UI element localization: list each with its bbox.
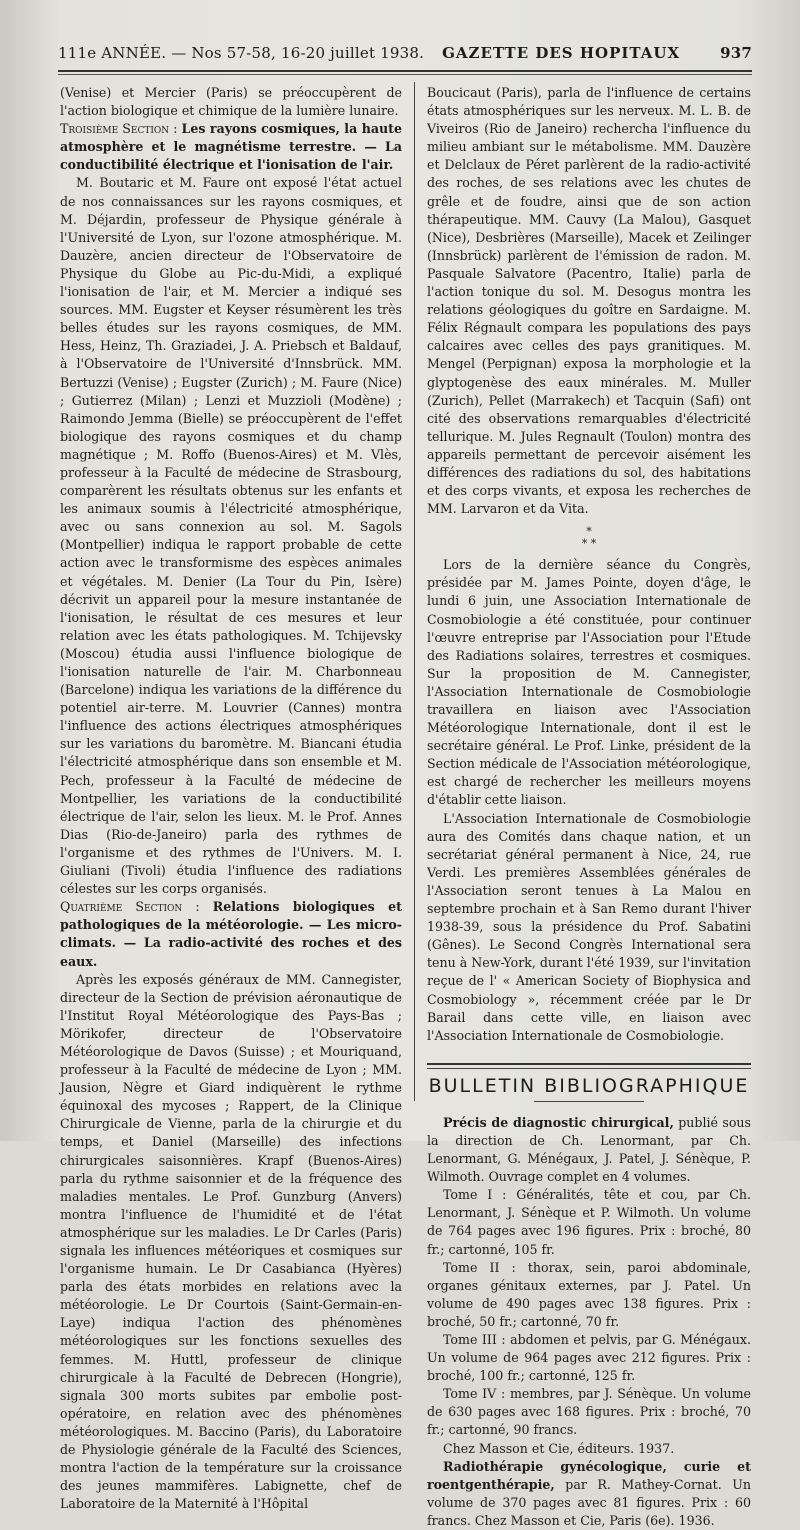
- paragraph: Lors de la dernière séance du Congrès, présidée par M. James Pointe, doyen d'âge, le lundi 6 juin, une Association Internationale de Cosmobiologie a été constituée, pour continuer l'œuvre entreprise par l'Association pour l'Etude des Radiations solaires, terrestres et cosmiques. Sur la proposition de M. Cannegister, l'Association Internationale de Cosmobiologie travaillera en liaison avec l'Association Météorologique Internationale, dont il est le secrétaire général. Le Prof. Linke, président de la Section médicale de l'Association météorologique, est chargé de rechercher les meilleurs moyens d'établir cette liaison.: [427, 557, 751, 808]
- biblio-entry: [427, 1114, 751, 1186]
- book-title: Radiothérapie gynécologique, curie et roentgenthérapie,: [427, 1458, 751, 1492]
- paragraph: (Venise) et Mercier (Paris) se préoccupèrent de l'action biologique et chimique de la lumière lunaire.: [60, 85, 402, 119]
- header-rule: [58, 70, 752, 72]
- header-rule-thin: [58, 74, 752, 75]
- biblio-publisher: Chez Masson et Cie, éditeurs. 1937.: [443, 1440, 675, 1456]
- page-number: 937: [720, 44, 752, 62]
- book-title: Précis de diagnostic chirurgical,: [443, 1114, 674, 1130]
- biblio-volume: Tome II : thorax, sein, paroi abdominale, organes génitaux externes, par J. Patel. Un volume de 490 pages avec 138 figures. Prix : broché, 50 fr.; cartonné, 70 fr.: [427, 1259, 751, 1329]
- paragraph: Après les exposés généraux de MM. Cannegister, directeur de la Section de prévision aéronautique de l'Institut Royal Météorologique des Pays-Bas ; Mörikofer, directeur de l'Observatoire Météorologique de Davos (Suisse) ; et Mouriquand, professeur à la Faculté de médecine de Lyon ; MM. Jausion, Nègre et Giard indiquèrent le rythme équinoxal des mycoses ; Rappert, de la Clinique Chirurgicale de Vienne, parla de la chirurgie et du temps, et Daniel (Marseille) des infections chirurgicales saisonnières. Krapf (Buenos-Aires) parla du rythme saisonnier et de la fréquence des maladies mentales. Le Prof. Gunzburg (Anvers) montra l'influence de l'humidité et de l'état atmosphérique sur les maladies. Le Dr Carles (Paris) signala les influences météoriques et cosmiques sur l'organisme humain. Le Dr Casabianca (Hyères) parla des états morbides en relations avec la météorologie. Le Dr Courtois (Saint-Germain-en-Laye) indiqua l'action des phénomènes météorologiques sur les fonctions sexuelles des femmes. M. Huttl, professeur de clinique chirurgicale à la Faculté de Debrecen (Hongrie), signala 300 morts subites par embolie post-opératoire, en relation avec des phénomènes météorologiques. M. Baccino (Paris), du Laboratoire de Physiologie générale de la Faculté des Sciences, montra l'action de la température sur la croissance des jeunes mammifères. Labignette, chef de Laboratoire de la Maternité à l'Hôpital: [60, 971, 402, 1512]
- section-heading-4: [60, 898, 402, 970]
- section-heading-3: [60, 120, 402, 174]
- book-details: publié sous la direction de Ch. Lenormant, par Ch. Lenormant, G. Ménégaux, J. Patel, J. Sénèque, P. Wilmoth. Ouvrage complet en 4 volumes.: [427, 1114, 751, 1185]
- issue-info: 111e ANNÉE. — Nos 57-58, 16-20 juillet 1938.: [58, 44, 425, 62]
- section-label: Troisième Section :: [60, 121, 178, 137]
- section-separator: [427, 526, 751, 550]
- paragraph: Boucicaut (Paris), parla de l'influence de certains états atmosphériques sur les nerveux. M. L. B. de Viveiros (Rio de Janeiro) rechercha l'influence du milieu ambiant sur le métabolisme. MM. Dauzère et Delclaux de Péret parlèrent de la radio-activité des roches, de ses relations avec les chutes de grêle et de foudre, ainsi que de son action thérapeutique. MM. Cauvy (La Malou), Gasquet (Nice), Desbrières (Marseille), Macek et Zeilinger (Innsbrück) parlèrent de l'émission de radon. M. Pasquale Salvatore (Pacentro, Italie) parla de l'action tonique du sol. M. Desogus montra les relations géologiques du goître en Sardaigne. M. Félix Régnault compara les populations des pays calcaires avec celles des pays granitiques. M. Mengel (Perpignan) exposa la morphologie et la glyptogenèse des eaux minérales. M. Muller (Zurich), Pellet (Marrakech) et Tacquin (Safi) ont cité des observations remarquables d'électricité tellurique. M. Jules Regnault (Toulon) montra des appareils permettant de percevoir aisément les différences des radiations du sol, des habitations et des corps vivants, et exposa les recherches de MM. Larvaron et da Vita.: [427, 85, 751, 517]
- biblio-volume: Tome IV : membres, par J. Sénèque. Un volume de 630 pages avec 168 figures. Prix : broché, 70 fr.; cartonné, 90 francs.: [427, 1386, 751, 1438]
- section-title: Les rayons cosmiques, la haute atmosphère et le magnétisme terrestre. — La conductibilité électrique et l'ionisation de l'air.: [60, 121, 402, 173]
- journal-title: GAZETTE DES HOPITAUX: [442, 44, 681, 62]
- asterism-top: *: [586, 525, 592, 539]
- biblio-entry: [427, 1458, 751, 1530]
- running-header: [58, 44, 752, 66]
- biblio-short-rule: [534, 1101, 644, 1102]
- paragraph: M. Boutaric et M. Faure ont exposé l'état actuel de nos connaissances sur les rayons cosmiques, et M. Déjardin, professeur de Physique générale à l'Université de Lyon, sur l'ozone atmosphérique. M. Dauzère, ancien directeur de l'Observatoire de Physique du Globe au Pic-du-Midi, a expliqué l'ionisation de l'air, et M. Mercier a indiqué ses sources. MM. Eugster et Keyser résumèrent les très belles études sur les rayons cosmiques, de MM. Hess, Heinz, Th. Graziadei, J. A. Priebsch et Baldauf, à l'Observatoire de l'Université d'Innsbrück. MM. Bertuzzi (Venise) ; Eugster (Zurich) ; M. Faure (Nice) ; Gutierrez (Milan) ; Lenzi et Muzzioli (Modène) ; Raimondo Jemma (Bielle) se préoccupèrent de l'effet biologique des rayons cosmiques et du champ magnétique ; M. Roffo (Buenos-Aires) et M. Vlès, professeur à la Faculté de médecine de Strasbourg, comparèrent les résultats obtenus sur les enfants et les animaux soumis à l'électricité atmosphérique, avec ou sans connexion au sol. M. Sagols (Montpellier) indiqua le rapport probable de cette action avec le transformisme des espèces animales et végétales. M. Denier (La Tour du Pin, Isère) décrivit un appareil pour la mesure instantanée de l'ionisation, le résultat de ces mesures et leur relation avec les états pathologiques. M. Tchijevsky (Moscou) étudia aussi l'influence biologique de l'ionisation naturelle de l'air. M. Charbonneau (Barcelone) indiqua les variations de la différence du potentiel air-terre. M. Louvrier (Cannes) montra l'influence des actions électriques atmosphériques sur les variations du baromètre. M. Biancani étudia l'électricité atmosphérique dans son ensemble et M. Pech, professeur à la Faculté de médecine de Montpellier, les variations de la conductibilité électrique de l'air, selon les lieux. M. le Prof. Annes Dias (Rio-de-Janeiro) parla des rythmes de l'organisme et des rythmes de l'Univers. M. I. Giuliani (Tivoli) étudia l'influence des radiations célestes sur les corps organisés.: [60, 175, 402, 897]
- biblio-rule: [427, 1063, 751, 1065]
- right-column: [427, 84, 751, 1530]
- column-divider: [414, 82, 415, 1101]
- biblio-volume: Tome I : Généralités, tête et cou, par Ch. Lenormant, J. Sénèque et P. Wilmoth. Un volume de 764 pages avec 196 figures. Prix : broché, 80 fr.; cartonné, 105 fr.: [427, 1187, 751, 1257]
- biblio-volume: Tome III : abdomen et pelvis, par G. Ménégaux. Un volume de 964 pages avec 212 figures. Prix : broché, 100 fr.; cartonné, 125 fr.: [427, 1332, 751, 1384]
- book-details: par R. Mathey-Cornat. Un volume de 370 pages avec 81 figures. Prix : 60 francs. Chez Masson et Cie, Paris (6e). 1936.: [427, 1476, 751, 1528]
- paragraph: L'Association Internationale de Cosmobiologie aura des Comités dans chaque nation, et un secrétariat général permanent à Nice, 24, rue Verdi. Les premières Assemblées générales de l'Association seront tenues à La Malou en septembre prochain et à San Remo durant l'hiver 1938-39, sous la présidence du Prof. Sabatini (Gênes). Le Second Congrès International sera tenu à New-York, durant l'été 1939, sur l'invitation reçue de l' « American Society of Biophysica and Cosmobiology », récemment créée par le Dr Barail dans cette ville, en liaison avec l'Association Internationale de Cosmobiologie.: [427, 810, 751, 1043]
- biblio-rule-thin: [427, 1068, 751, 1069]
- biblio-heading: BULLETIN BIBLIOGRAPHIQUE: [428, 1074, 750, 1097]
- left-column: [60, 84, 402, 1513]
- section-label: Quatrième Section :: [60, 899, 200, 915]
- asterism-bottom: * *: [581, 537, 597, 551]
- section-title: Relations biologiques et pathologiques de la météorologie. — Les micro-climats. — La radio-activité des roches et des eaux.: [60, 899, 402, 969]
